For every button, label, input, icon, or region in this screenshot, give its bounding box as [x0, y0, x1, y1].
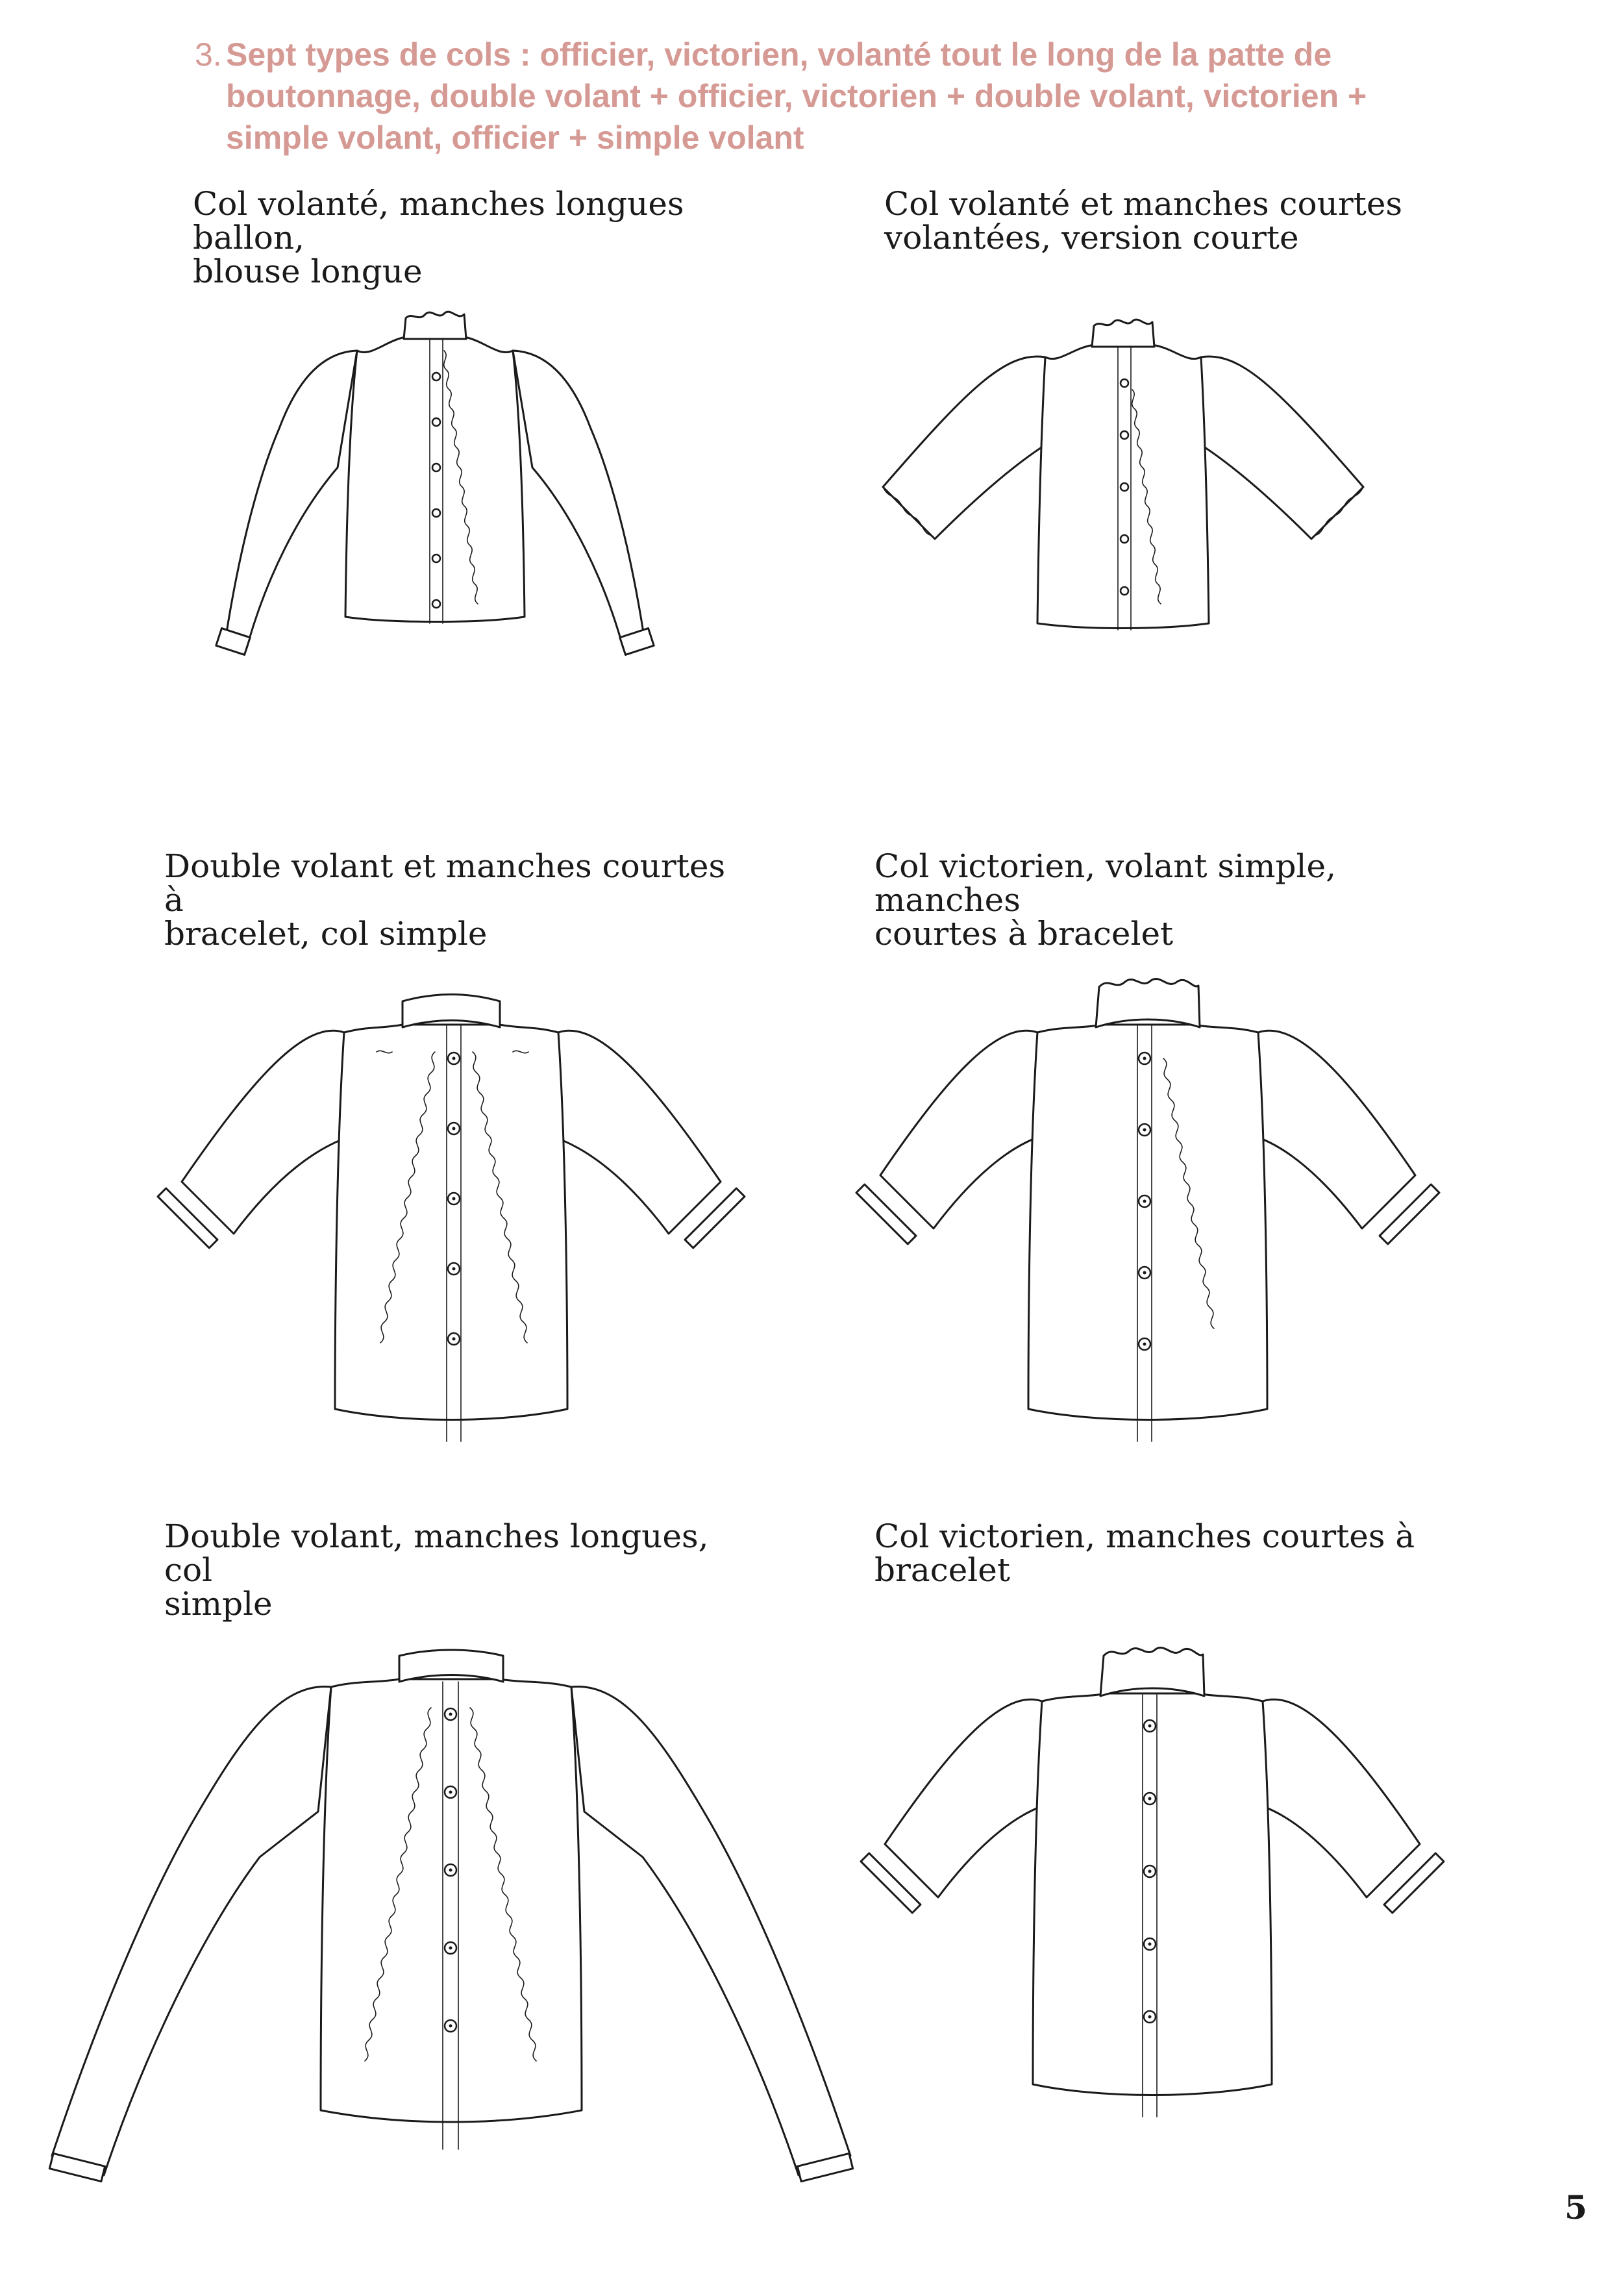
section-heading-text: Sept types de cols : officier, victorien, volanté tout le long de la patte de boutonnage, double volant + officier, victorien + double volant, victorien + simple volant, officier + simple volant — [226, 36, 1367, 156]
blouse-double-ruffle-long-sleeve-icon — [45, 1656, 870, 2208]
figure-caption-5: Double volant, manches longues, col simple — [164, 1517, 709, 1623]
blouse-ruffled-short-sleeve-icon — [876, 312, 1370, 649]
figure-caption-4: Col victorien, volant simple, manches courtes à bracelet — [874, 847, 1337, 953]
section-number: 3. — [195, 36, 222, 73]
figure-caption-2: Col volanté et manches courtes volantées, version courte — [884, 185, 1403, 256]
blouse-victorian-collar-short-sleeve-icon — [880, 1636, 1425, 2130]
blouse-double-ruffle-short-sleeve-icon — [175, 987, 727, 1454]
figure-caption-3: Double volant et manches courtes à bracelet, col simple — [164, 847, 726, 953]
blouse-victorian-single-ruffle-icon — [875, 974, 1420, 1454]
blouse-long-sleeve-ruffle-placket-icon — [208, 305, 701, 682]
section-heading — [195, 34, 1441, 158]
figure-caption-1: Col volanté, manches longues ballon, blouse longue — [193, 185, 684, 290]
page-number: 5 — [1565, 2188, 1587, 2227]
figure-caption-6: Col victorien, manches courtes à bracelet — [874, 1517, 1415, 1589]
